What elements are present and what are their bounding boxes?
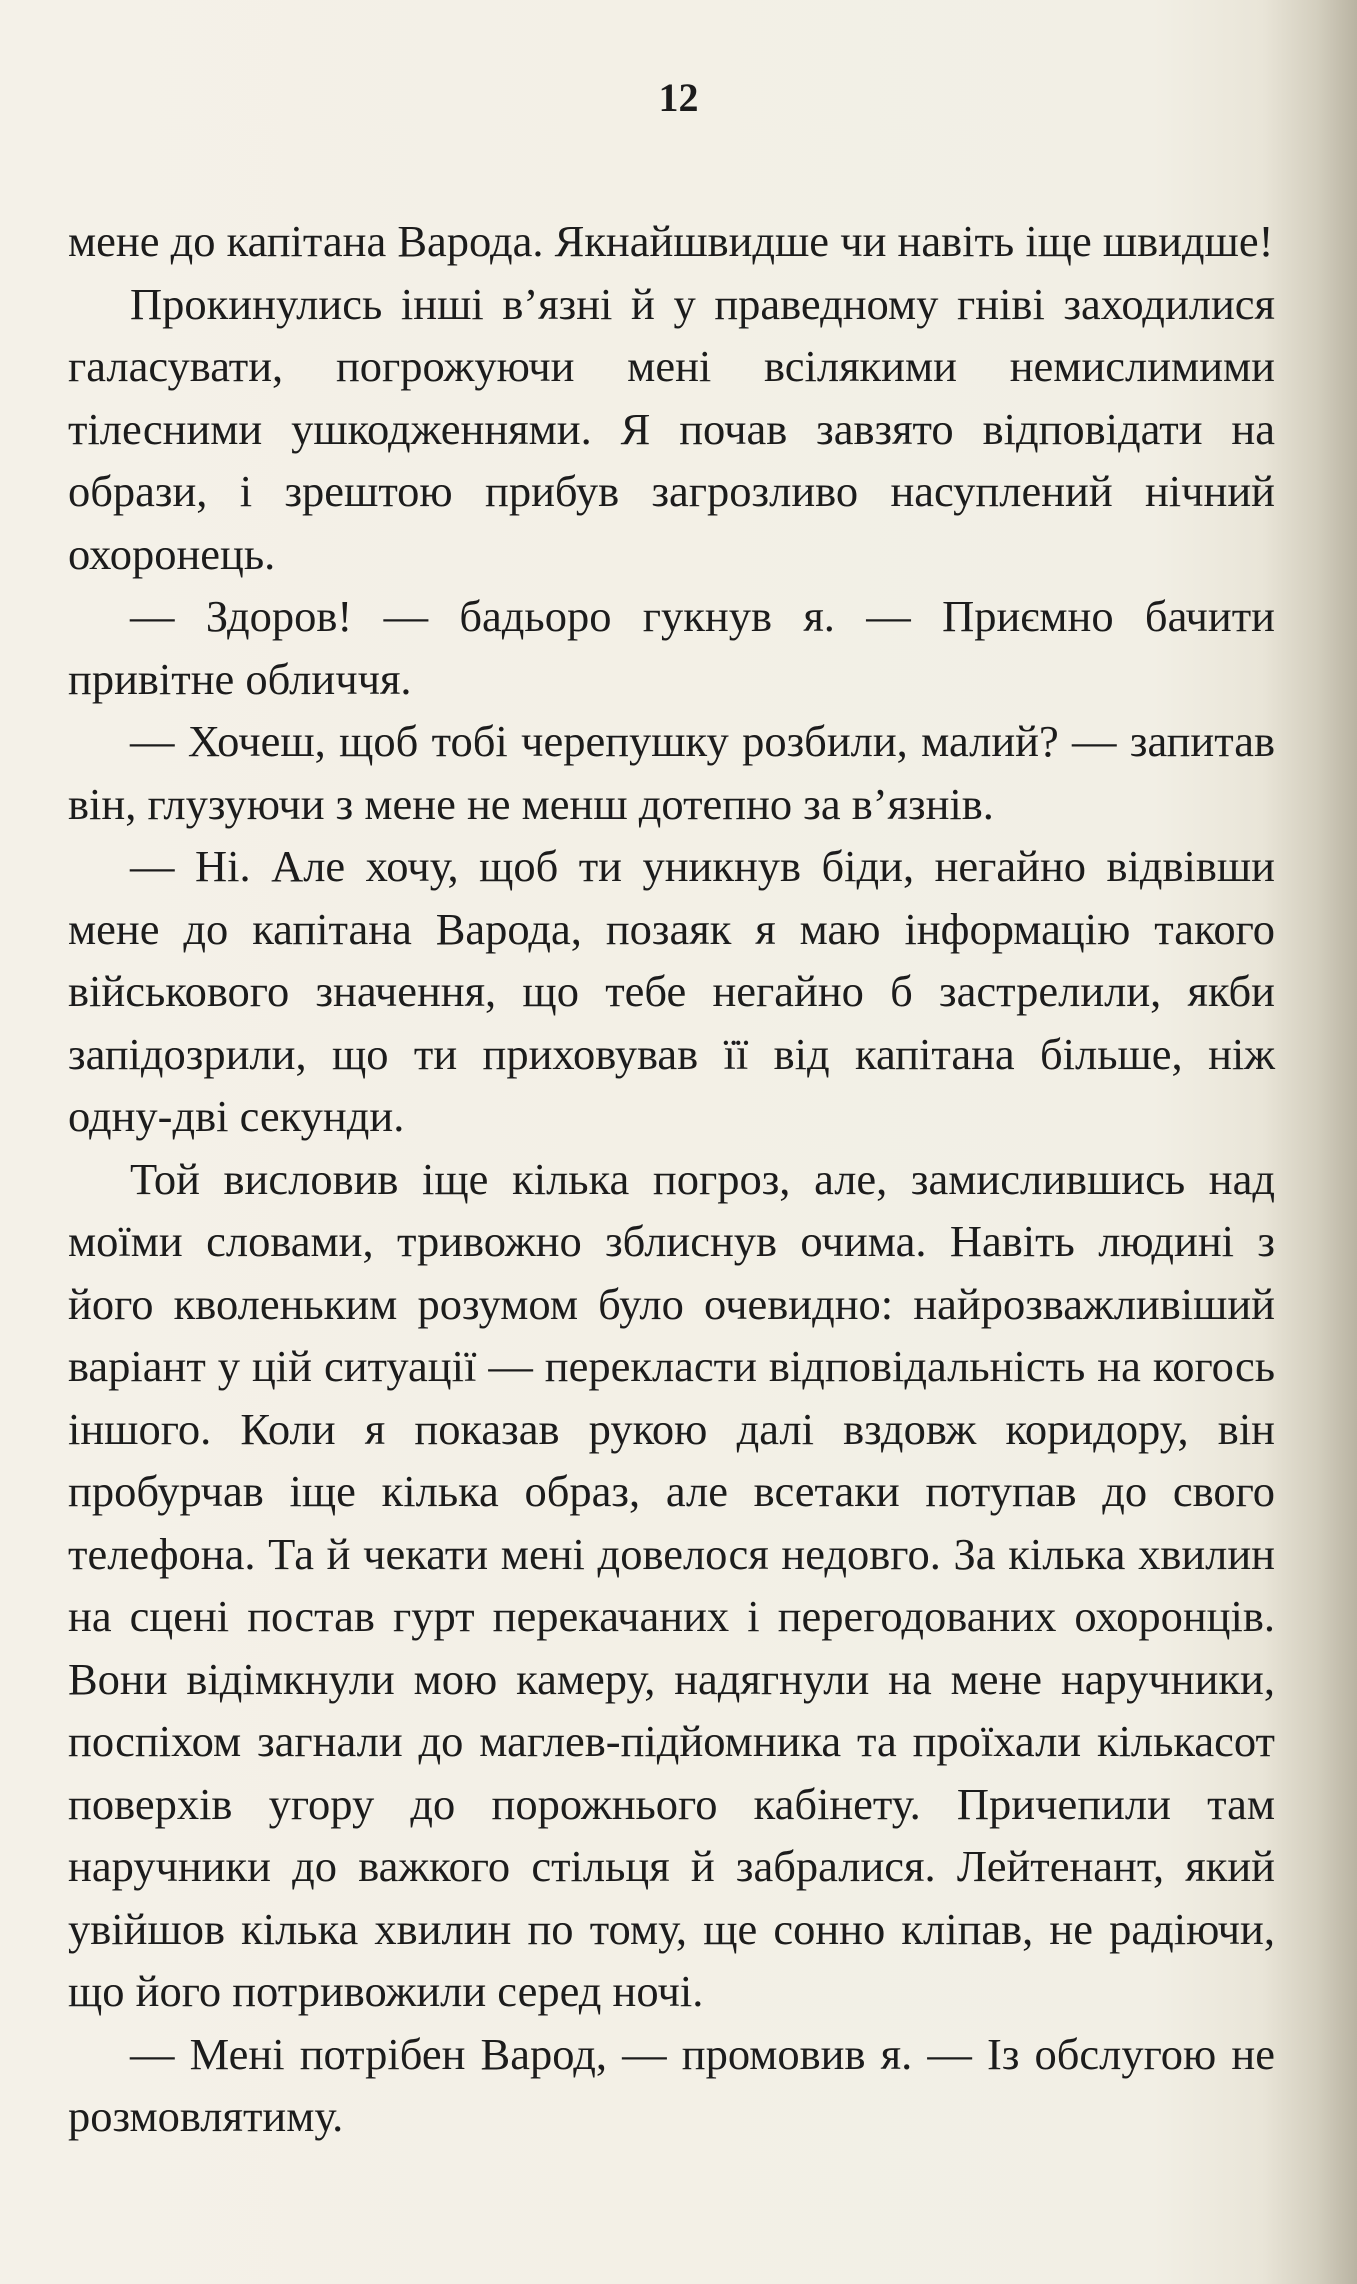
paragraph-3: — Здоров! — бадьоро гукнув я. — Приємно бачити привітне обличчя.: [68, 591, 1275, 704]
paragraph-6: Той висловив іще кілька погроз, але, замислившись над моїми словами, тривожно зблиснув очима. Навіть людині з його кволеньким розумом було очевидно: найрозважливіший варіант у цій ситуації — перекласти відповідальність на когось іншого. Коли я показав рукою далі вздовж коридору, він пробурчав іще кілька образ, але всетаки потупав до свого телефона. Та й чекати мені довелося недовго. За кілька хвилин на сцені постав гурт перекачаних і перегодованих охоронців. Вони відімкнули мою камеру, надягнули на мене наручники, поспіхом загнали до маглев-підйомника та проїхали кількасот поверхів угору до порожнього кабінету. Причепили там наручники до важкого стільця й забралися. Лейтенант, який увійшов кілька хвилин по тому, ще сонно кліпав, не радіючи, що його потривожили серед ночі.: [68, 1153, 1275, 2016]
paragraph-4: — Хочеш, щоб тобі черепушку розбили, малий? — запитав він, глузуючи з мене не менш дотепно за в’язнів.: [68, 716, 1275, 829]
page-number: 12: [658, 75, 699, 120]
paragraph-1: мене до капітана Варода. Якнайшвидше чи навіть іще швидше!: [68, 216, 1274, 266]
paragraph-2: Прокинулись інші в’язні й у праведному гніві заходилися галасувати, погрожуючи мені всілякими немислимими тілесними ушкодженнями. Я почав завзято відповідати на образи, і зрештою прибув загрозливо насуплений нічний охоронець.: [68, 278, 1275, 579]
body-text: [68, 210, 1275, 2148]
paragraph-7: — Мені потрібен Варод, — промовив я. — Із обслугою не розмовлятиму.: [68, 2028, 1275, 2141]
paragraph-5: — Ні. Але хочу, щоб ти уникнув біди, негайно відвівши мене до капітана Варода, позаяк я маю інформацію такого військового значення, що тебе негайно б застрелили, якби запідозрили, що ти приховував її від капітана більше, ніж одну-дві секунди.: [68, 841, 1275, 1141]
